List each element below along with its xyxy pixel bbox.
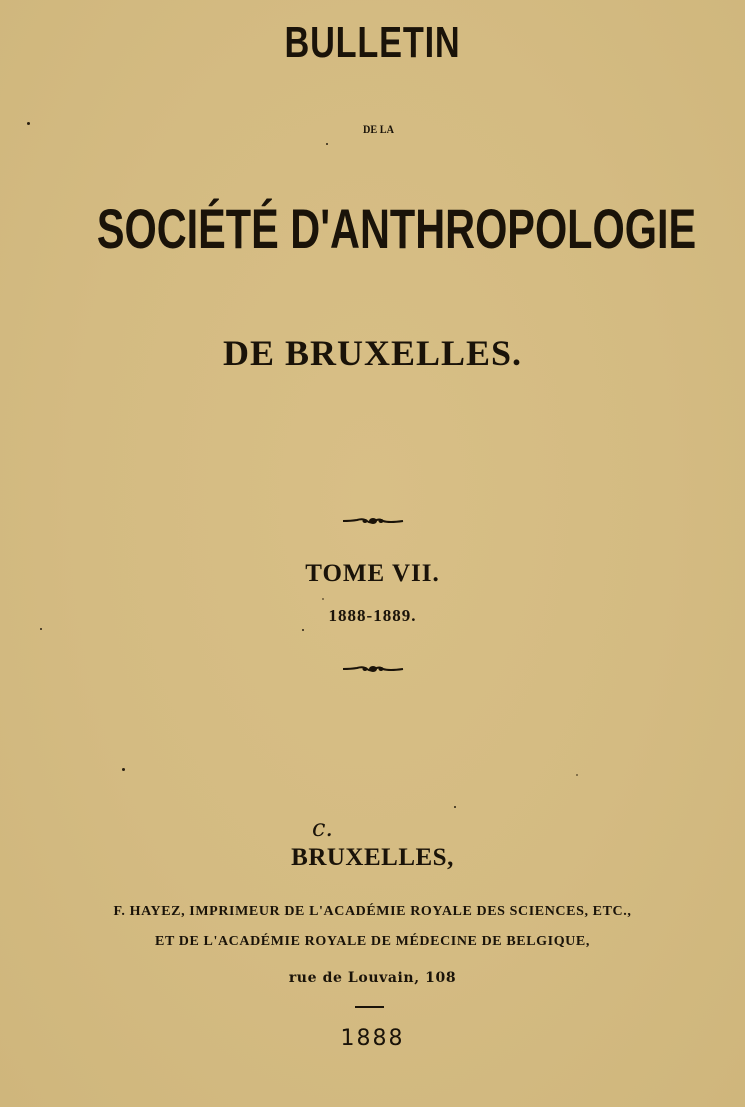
volume-tome: TOME VII. — [305, 560, 440, 587]
paper-speck — [454, 806, 456, 808]
bulletin-title: BULLETIN — [284, 18, 461, 67]
volume-years: 1888-1889. — [328, 606, 417, 625]
ornament-flourish-icon — [341, 515, 405, 527]
imprint-rule — [355, 1006, 384, 1008]
society-name: SOCIÉTÉ D'ANTHROPOLOGIE — [96, 197, 697, 260]
title-connector: DE LA — [363, 122, 394, 136]
paper-speck — [576, 774, 578, 776]
paper-speck — [302, 629, 304, 631]
paper-speck — [27, 122, 30, 125]
ornament-divider-top — [0, 515, 745, 527]
ornament-flourish-icon — [341, 663, 405, 675]
society-city: DE BRUXELLES. — [222, 333, 523, 373]
ornament-divider-bottom — [0, 663, 745, 675]
publication-year: 1888 — [340, 1026, 405, 1051]
paper-speck — [122, 768, 125, 771]
imprint-place: BRUXELLES, — [291, 844, 454, 871]
paper-speck — [40, 628, 42, 630]
paper-speck — [322, 598, 324, 600]
printer-line-2: ET DE L'ACADÉMIE ROYALE DE MÉDECINE DE BELGIQUE, — [155, 934, 590, 949]
printer-line-1: F. HAYEZ, IMPRIMEUR DE L'ACADÉMIE ROYALE DES SCIENCES, ETC., — [113, 904, 632, 919]
printer-address: rue de Louvain, 108 — [288, 970, 457, 986]
handwritten-mark: c. — [311, 814, 334, 842]
paper-speck — [326, 143, 328, 145]
